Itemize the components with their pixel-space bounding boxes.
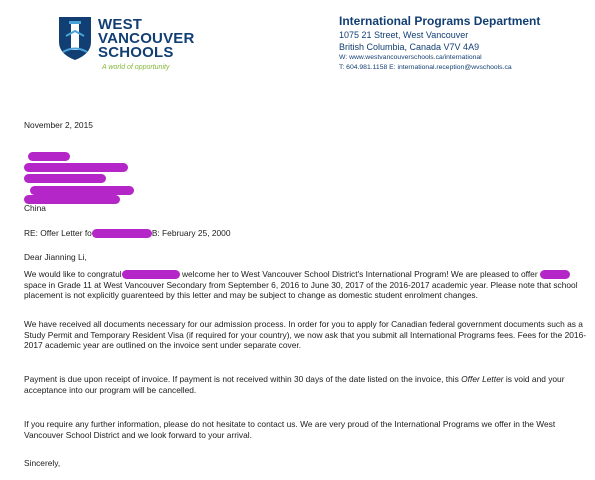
district-logo <box>56 14 196 76</box>
re-line: RE: Offer Letter fo B: February 25, 2000 <box>24 228 231 238</box>
letter-date: November 2, 2015 <box>24 120 93 130</box>
redaction-mark <box>540 270 570 279</box>
department-website: W: www.westvancouverschools.ca/international <box>339 54 482 61</box>
address-country: China <box>24 203 46 213</box>
redaction-mark <box>122 270 180 279</box>
redaction-mark <box>24 174 106 183</box>
department-contact: T: 604.981.1158 E: international.reception@wvschools.ca <box>339 64 512 71</box>
closing: Sincerely, <box>24 458 61 468</box>
paragraph-contact: If you require any further information, please do not hesitate to contact us. We are very proud of the International Programs we offer in the West Vancouver School District and we look forward to your arrival. <box>24 419 556 440</box>
department-title: International Programs Department <box>339 14 541 28</box>
paragraph-documents: We have received all documents necessary for our admission process. In order for you to apply for Canadian federal government documents such as a Study Permit and Temporary Resident Visa (if required for your country), we now ask that you submit all International Programs fees. Fees for the 2016-2017 academic year are outlined on the invoice sent under separate cover. <box>24 319 587 351</box>
paragraph-congratulations: We would like to congratul welcome her to West Vancouver School District's International Program! We are pleased to offer space in Grade 11 at West Vancouver Secondary from September 6, 2016 to June 30, 2017 of the 2016-2017 academic year. Please note that school placement is not explicitly guarenteed by this letter and may be subject to change as domestic student enrolment changes. <box>24 269 578 301</box>
redaction-mark <box>28 152 70 161</box>
salutation: Dear Jianning Li, <box>24 252 87 262</box>
department-street: 1075 21 Street, West Vancouver <box>339 30 469 40</box>
paragraph-payment: Payment is due upon receipt of invoice. If payment is not received within 30 days of the date listed on the invoice, this Offer Letter is void and your acceptance into our program will be cancelled. <box>24 374 565 395</box>
logo-tagline: A world of opportunity <box>102 64 170 71</box>
redaction-mark <box>92 229 152 238</box>
department-header <box>339 14 589 73</box>
department-region: British Columbia, Canada V7V 4A9 <box>339 42 480 52</box>
redaction-mark <box>24 163 128 172</box>
district-wordmark: WEST VANCOUVER SCHOOLS <box>98 16 195 61</box>
redaction-mark <box>30 186 134 195</box>
shield-lighthouse-icon <box>56 14 94 62</box>
